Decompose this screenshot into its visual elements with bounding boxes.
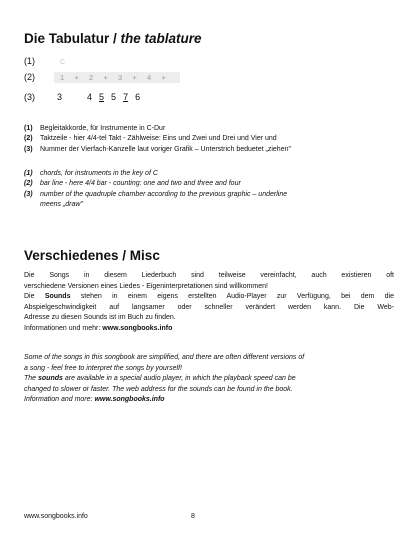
- beat: 4: [147, 73, 152, 82]
- beat: +: [161, 73, 166, 82]
- beat: 1: [60, 73, 65, 82]
- paragraph-english: Some of the songs in this songbook are simplified, and there are often different versions of a song - feel free to interpret the songs by yourself! The sounds are available in a special audio player, in which the playback speed can be changed to slower or faster. The web address for the sounds can be found in the book. Information and more: www.songbooks.info: [24, 354, 305, 403]
- website-link[interactable]: www.songbooks.info: [102, 324, 173, 332]
- bar-line: [54, 72, 180, 83]
- tab-row-label: (3): [24, 92, 35, 102]
- chamber-number: 6: [135, 92, 141, 102]
- beat: +: [132, 73, 137, 82]
- website-link[interactable]: www.songbooks.info: [94, 396, 165, 403]
- paragraph-german: Die Songs in diesem Liederbuch sind teilweise vereinfacht, auch existieren oft verschiedene Versionen eines Liedes - Eigeninterpretationen sind willkommen! Die Sounds stehen in einem eigens erstellten Audio-Player zur Verfügung, bei dem die Abspielgeschwindigkeit auf langsamer oder schneller verändert werden kann. Die Web- Adresse zu diesen Sounds ist im Buch zu finden. Informationen und mehr: www.songbooks.info: [24, 272, 394, 332]
- chamber-number-draw: 7: [123, 92, 129, 102]
- legend-item: (2) Taktzeile - hier 4/4-tel Takt - Zählweise: Eins und Zwei und Drei und Vier und: [24, 135, 277, 143]
- legend-german: [24, 124, 394, 155]
- legend-item: (3) Nummer der Vierfach-Kanzelle laut voriger Grafik – Unterstrich beduetet „ziehen": [24, 145, 291, 153]
- legend-item: (2) bar line - here 4/4 bar - counting: one and two and three and four: [24, 180, 241, 188]
- tab-row-label: (2): [24, 72, 35, 82]
- legend-english: [24, 169, 394, 210]
- chamber-number-draw: 5: [99, 92, 105, 102]
- beat: 3: [118, 73, 123, 82]
- footer-url: www.songbooks.info: [24, 513, 88, 520]
- tab-row-label: (1): [24, 56, 35, 66]
- chamber-number: 4: [87, 92, 93, 102]
- chamber-number: 5: [111, 92, 117, 102]
- legend-item: (1) Begleitakkorde, für Instrumente in C-Dur: [24, 125, 166, 132]
- chamber-number: 3: [57, 92, 63, 102]
- heading-misc: Verschiedenes / Misc: [24, 248, 160, 263]
- beat: +: [74, 73, 79, 82]
- heading-tablature: Die Tabulatur / the tablature: [24, 31, 202, 46]
- page-number: 8: [191, 513, 195, 520]
- legend-item: (1) chords, for instruments in the key of C: [24, 170, 158, 177]
- tab-row-bar: [24, 72, 180, 83]
- tab-row-numbers: [24, 92, 140, 102]
- beat: 2: [89, 73, 94, 82]
- tab-row-chords: [24, 56, 65, 66]
- chord-label: C: [60, 59, 66, 66]
- legend-item: (3) number of the quadruple chamber according to the previous graphic – underline: [24, 190, 288, 198]
- beat: +: [103, 73, 108, 82]
- legend-item-continued: meens „draw": [40, 200, 83, 208]
